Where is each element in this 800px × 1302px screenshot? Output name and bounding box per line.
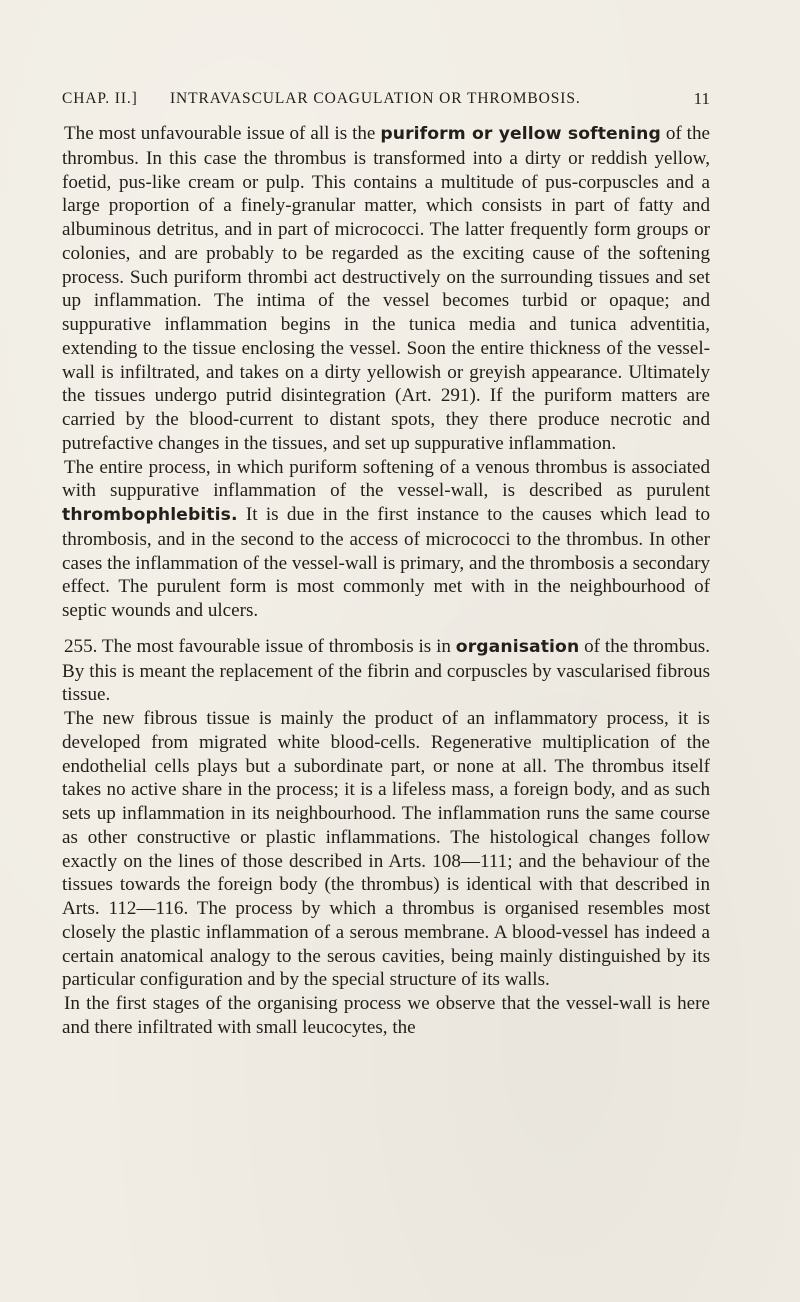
paragraph-text: The most unfavourable issue of all is the bbox=[64, 123, 381, 144]
paragraph-text: It is due in the first instance to the causes which lead to thrombosis, and in the second to the access of micrococci to the thrombus. In other cases the inflammation of the vessel-wall is primary, and the thrombosis a secondary effect. The purulent form is most commonly met with in the neighbourhood of septic wounds and ulcers. bbox=[62, 504, 710, 621]
paragraph-organisation bbox=[62, 635, 710, 707]
paragraph-text: of the thrombus. In this case the thrombus is transformed into a dirty or reddish yellow, foetid, pus-like cream or pulp. This contains a multitude of pus-corpuscles and a large proportion of a finely-granular matter, which consists in part of fatty and albuminous detritus, and in part of micrococci. The latter frequently form groups or colonies, and are probably to be regarded as the exciting cause of the softening process. Such puriform thrombi act destructively on the surrounding tissues and set up inflammation. The intima of the vessel becomes turbid or opaque; and suppurative inflammation begins in the tunica media and tunica adventitia, extending to the tissue enclosing the vessel. Soon the entire thickness of the vessel-wall is infiltrated, and takes on a dirty yellowish or greyish appearance. Ultimately the tissues undergo putrid disintegration (Art. 291). If the puriform matters are carried by the blood-current to distant spots, they there produce necrotic and putrefactive changes in the tissues, and set up suppurative inflammation. bbox=[62, 123, 710, 454]
paragraph-first-stages bbox=[62, 992, 710, 1040]
paragraph-text: In the first stages of the organising process we observe that the vessel-wall is here and there infiltrated with small leucocytes, the bbox=[62, 993, 710, 1038]
paragraph-text: The entire process, in which puriform softening of a venous thrombus is associated with suppurative inflammation of the vessel-wall, is described as purulent bbox=[62, 456, 710, 502]
chapter-label: CHAP. II.] bbox=[62, 90, 138, 107]
keyword-puriform-softening: puriform or yellow softening bbox=[380, 124, 661, 144]
paragraph-text: The new fibrous tissue is mainly the product of an inflammatory process, it is developed from migrated white blood-cells. Regenerative multiplication of the endothelial cells plays but a subordinate part, or none at all. The thrombus itself takes no active share in the process; it is a lifeless mass, a foreign body, and as such sets up inflammation in its neighbourhood. The inflammation runs the same course as other constructive or plastic inflammations. The histological changes follow exactly on the lines of those described in Arts. 108—111; and the behaviour of the tissues towards the foreign body (the thrombus) is identical with that described in Arts. 112—116. The process by which a thrombus is organised resembles most closely the plastic inflammation of a serous membrane. A blood-vessel has indeed a certain anatomical analogy to the serous cavities, being mainly distinguished by its particular configuration and by the special structure of its walls. bbox=[62, 708, 710, 991]
paragraph-text: of the thrombus. By this is meant the replacement of the fibrin and corpuscles by vascularised fibrous tissue. bbox=[62, 635, 710, 706]
paragraph-puriform-softening bbox=[62, 122, 710, 456]
running-title: INTRAVASCULAR COAGULATION OR THROMBOSIS. bbox=[170, 90, 581, 107]
keyword-organisation: organisation bbox=[455, 636, 580, 657]
running-head bbox=[62, 87, 710, 111]
body-text bbox=[62, 122, 710, 1040]
paragraph-fibrous-tissue bbox=[62, 707, 710, 992]
paragraph-thrombophlebitis bbox=[62, 456, 710, 623]
paragraph-text: 255. The most favourable issue of thrombosis is in bbox=[64, 635, 456, 657]
keyword-thrombophlebitis: thrombophlebitis. bbox=[62, 505, 238, 525]
page-number: 11 bbox=[693, 89, 710, 108]
